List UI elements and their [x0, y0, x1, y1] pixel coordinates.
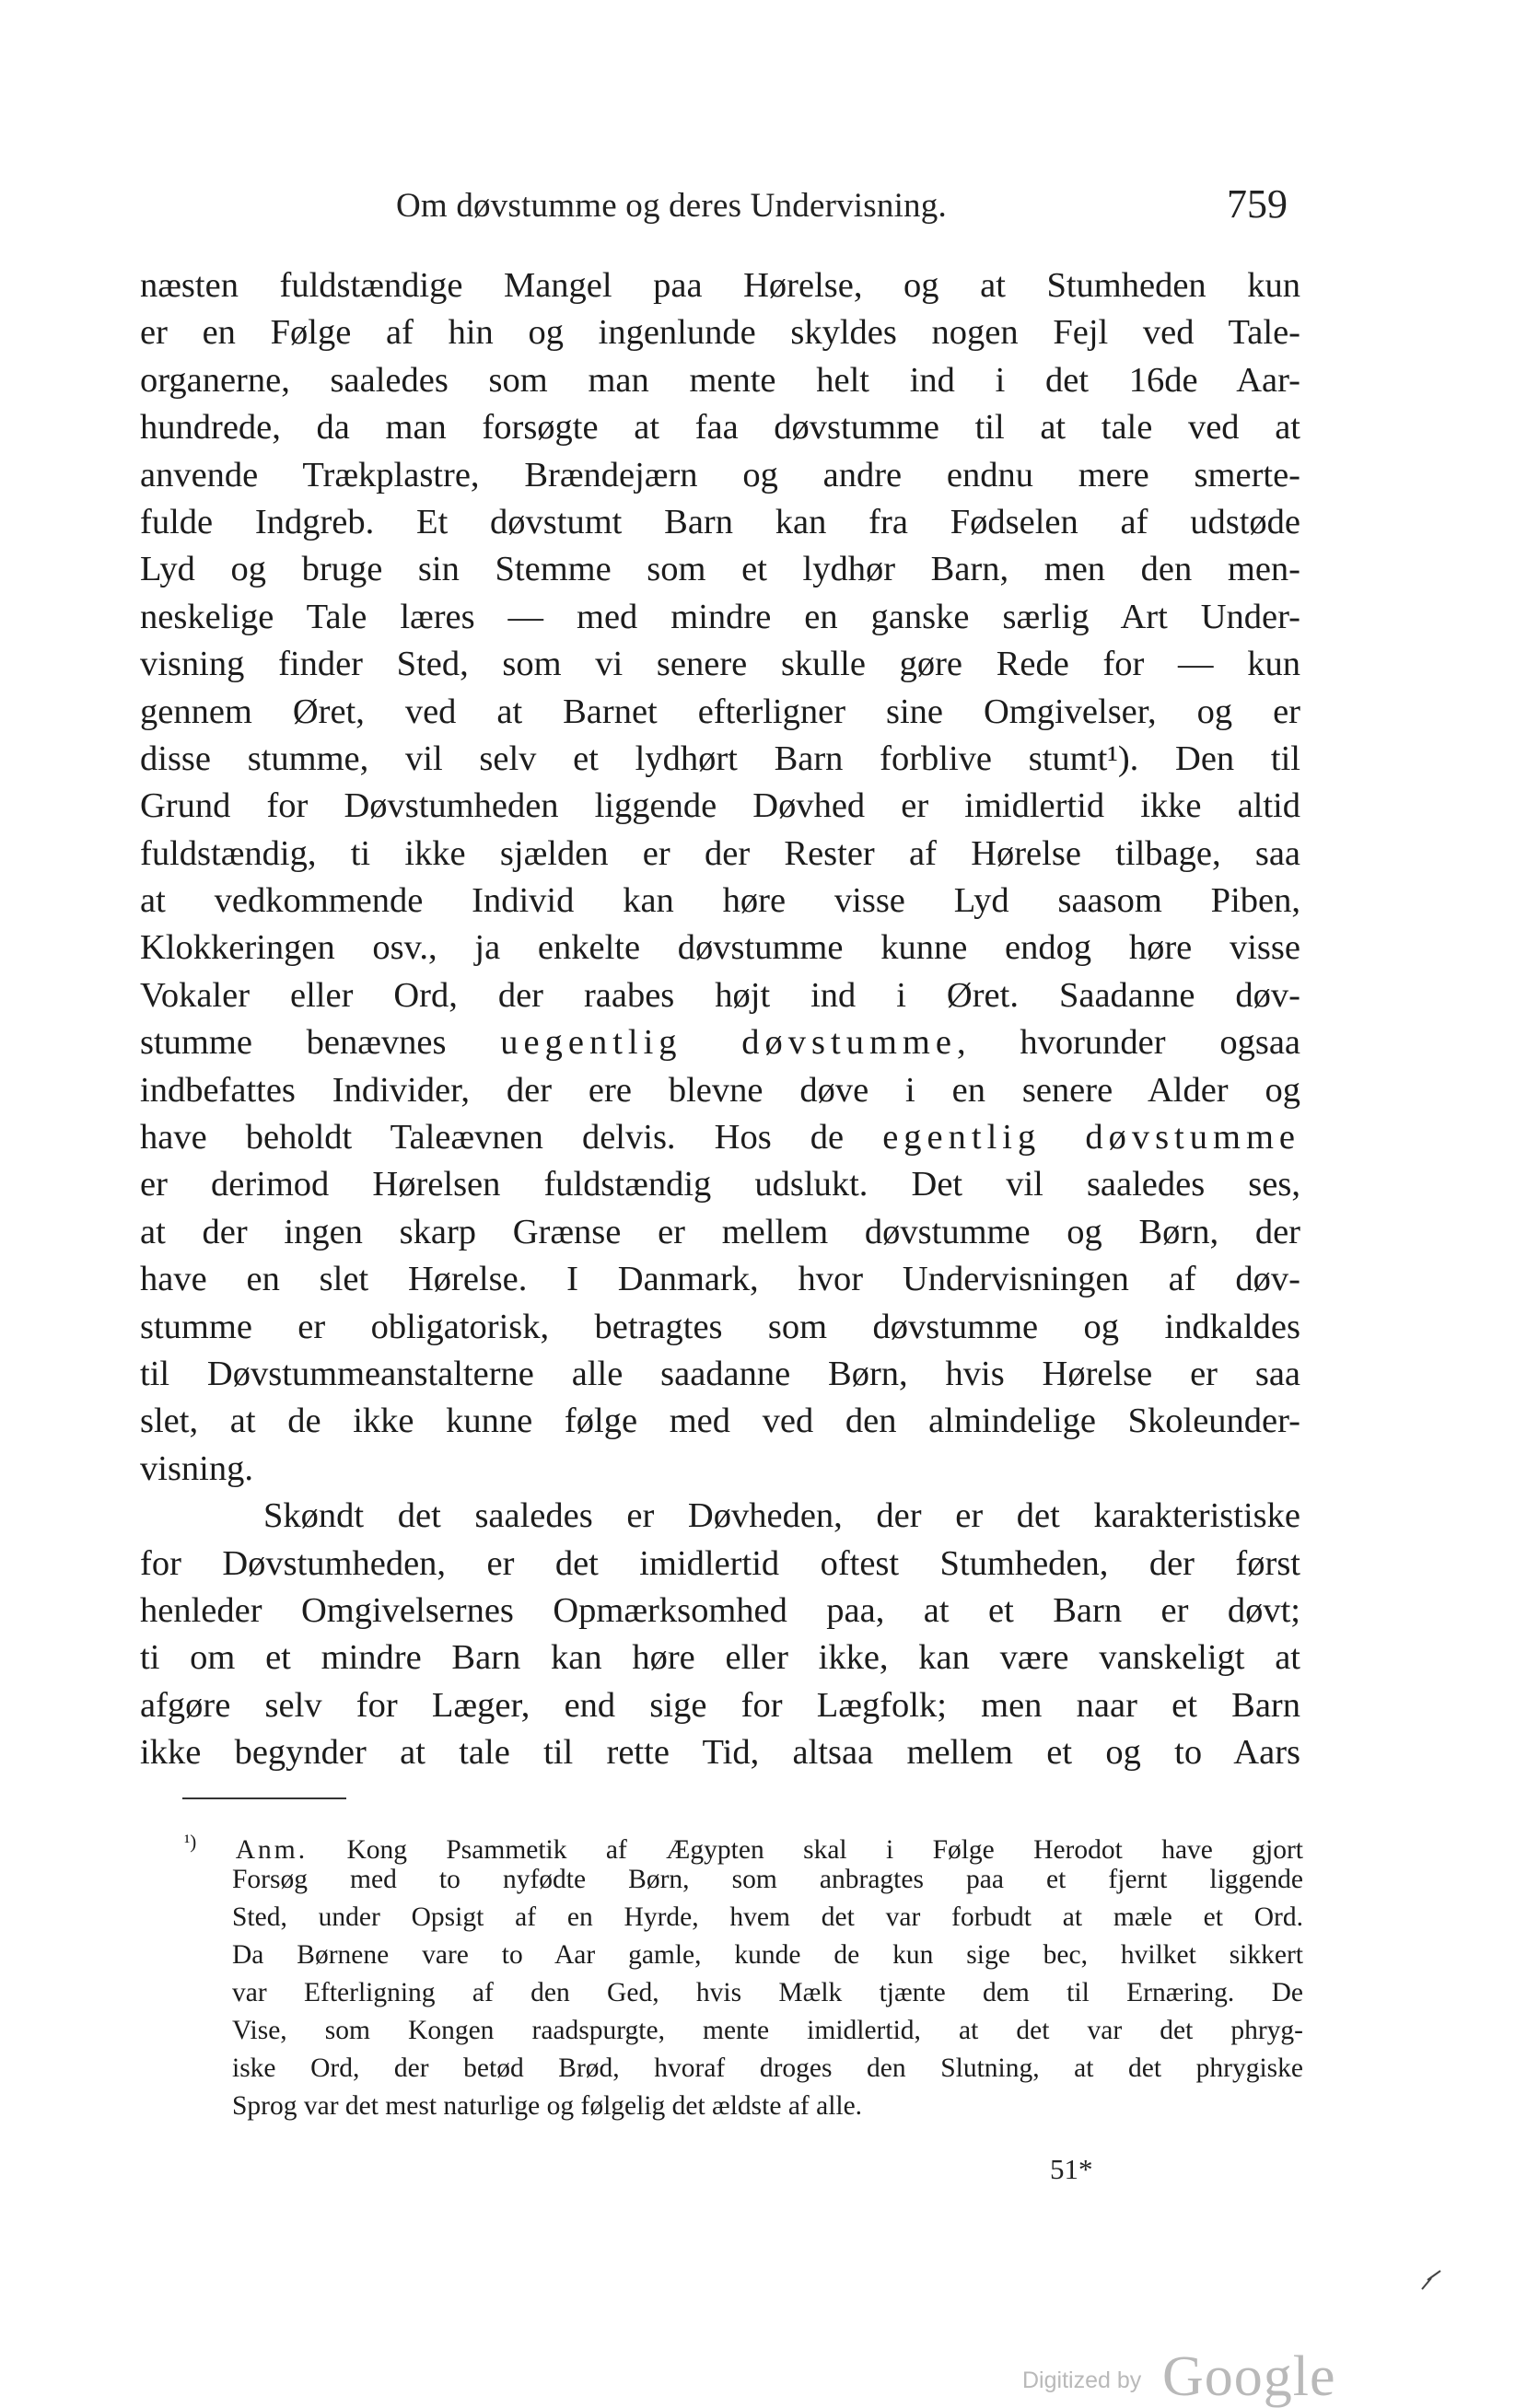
emphasis-spaced: egentlig døvstumme [882, 1118, 1300, 1157]
footnote-line: Da Børnene vare to Aar gamle, kunde de kun sige bec, hvilket sikkert [232, 1940, 1303, 1970]
footnote-first-line [184, 1823, 1303, 1865]
text-line: stumme er obligatorisk, betragtes som døvstumme og indkaldes [140, 1307, 1300, 1346]
text-line: for Døvstumheden, er det imidlertid oftest Stumheden, der først [140, 1543, 1300, 1583]
page-number: 759 [1227, 181, 1288, 227]
text-line: Lyd og bruge sin Stemme som et lydhør Barn, men den men- [140, 550, 1300, 589]
text-line: at der ingen skarp Grænse er mellem døvstumme og Børn, der [140, 1212, 1300, 1251]
text-line: visning finder Sted, som vi senere skulle gøre Rede for — kun [140, 645, 1300, 684]
text-line-emphasis [140, 1019, 1300, 1066]
text-line: neskelige Tale læres — med mindre en ganske særlig Art Under- [140, 597, 1300, 636]
footnote-line: Forsøg med to nyfødte Børn, som anbragtes paa et fjernt liggende [232, 1865, 1303, 1894]
text-line: fuldstændig, ti ikke sjælden er der Rester af Hørelse tilbage, saa [140, 833, 1300, 873]
pen-mark-icon [1418, 2265, 1446, 2293]
text-line: anvende Trækplastre, Brændejærn og andre endnu mere smerte- [140, 455, 1300, 494]
footnote-line: Sted, under Opsigt af en Hyrde, hvem det var forbudt at mæle et Ord. [232, 1902, 1303, 1932]
text-line: slet, at de ikke kunne følge med ved den almindelige Skoleunder- [140, 1402, 1300, 1441]
text-line-emphasis [140, 1114, 1300, 1161]
digitized-watermark [1022, 2345, 1336, 2408]
text-line: afgøre selv for Læger, end sige for Lægfolk; men naar et Barn [140, 1685, 1300, 1725]
footnote-marker: ¹) [184, 1831, 197, 1853]
footnote-line: var Efterligning af den Ged, hvis Mælk tjænte dem til Ernæring. De [232, 1978, 1303, 2007]
footnote-line: Vise, som Kongen raadspurgte, mente imidlertid, at det var det phryg- [232, 2016, 1303, 2045]
text-line: Klokkeringen osv., ja enkelte døvstumme kunne endog høre visse [140, 928, 1300, 968]
running-header [396, 180, 1302, 236]
emphasis-spaced: uegentlig døvstumme [500, 1023, 957, 1063]
text-span: stumme benævnes [140, 1023, 501, 1063]
text-line: er derimod Hørelsen fuldstændig udslukt. Det vil saaledes ses, [140, 1165, 1300, 1204]
text-span: , hvorunder ogsaa [956, 1023, 1301, 1063]
watermark-brand: Google [1162, 2345, 1336, 2408]
text-line: gennem Øret, ved at Barnet efterligner sine Omgivelser, og er [140, 692, 1300, 731]
text-line: henleder Omgivelsernes Opmærksomhed paa, at et Barn er døvt; [140, 1590, 1300, 1630]
watermark-prefix: Digitized by [1022, 2367, 1142, 2393]
text-line: ikke begynder at tale til rette Tid, altsaa mellem et og to Aars [140, 1733, 1300, 1773]
footnote-rule [182, 1797, 346, 1799]
text-line: Grund for Døvstumheden liggende Døvhed er imidlertid ikke altid [140, 786, 1300, 826]
footnote [184, 1823, 1303, 2125]
body-text [140, 262, 1300, 1777]
text-line: fulde Indgreb. Et døvstumt Barn kan fra Fødselen af udstøde [140, 502, 1300, 541]
text-line: have en slet Hørelse. I Danmark, hvor Undervisningen af døv- [140, 1260, 1300, 1299]
text-line: disse stumme, vil selv et lydhørt Barn forblive stumt¹). Den til [140, 739, 1300, 778]
text-line: at vedkommende Individ kan høre visse Lyd saasom Piben, [140, 881, 1300, 921]
text-line: organerne, saaledes som man mente helt ind i det 16de Aar- [140, 360, 1300, 400]
text-line: indbefattes Individer, der ere blevne døve i en senere Alder og [140, 1070, 1300, 1110]
paragraph-start: Skøndt det saaledes er Døvheden, der er det karakteristiske [263, 1496, 1300, 1536]
text-line: ti om et mindre Barn kan høre eller ikke, kan være vanskeligt at [140, 1638, 1300, 1678]
sheet-signature: 51* [1050, 2153, 1093, 2185]
footnote-line: iske Ord, der betød Brød, hvoraf droges den Slutning, at det phrygiske [232, 2053, 1303, 2083]
text-line: hundrede, da man forsøgte at faa døvstumme til at tale ved at [140, 408, 1300, 448]
running-title: Om døvstumme og deres Undervisning. [396, 187, 947, 225]
footnote-label: Anm. [235, 1834, 309, 1865]
footnote-line: Sprog var det mest naturlige og følgelig det ældste af alle. [232, 2091, 863, 2121]
text-line: til Døvstummeanstalterne alle saadanne Børn, hvis Hørelse er saa [140, 1354, 1300, 1393]
text-line: næsten fuldstændige Mangel paa Hørelse, og at Stumheden kun [140, 266, 1300, 305]
footnote-text: Kong Psammetik af Ægypten skal i Følge Herodot have gjort [346, 1834, 1303, 1865]
text-span: have beholdt Taleævnen delvis. Hos de [140, 1118, 883, 1157]
text-line: er en Følge af hin og ingenlunde skyldes nogen Fejl ved Tale- [140, 313, 1300, 353]
text-line: visning. [140, 1448, 254, 1488]
text-line: Vokaler eller Ord, der raabes højt ind i Øret. Saadanne døv- [140, 975, 1300, 1015]
